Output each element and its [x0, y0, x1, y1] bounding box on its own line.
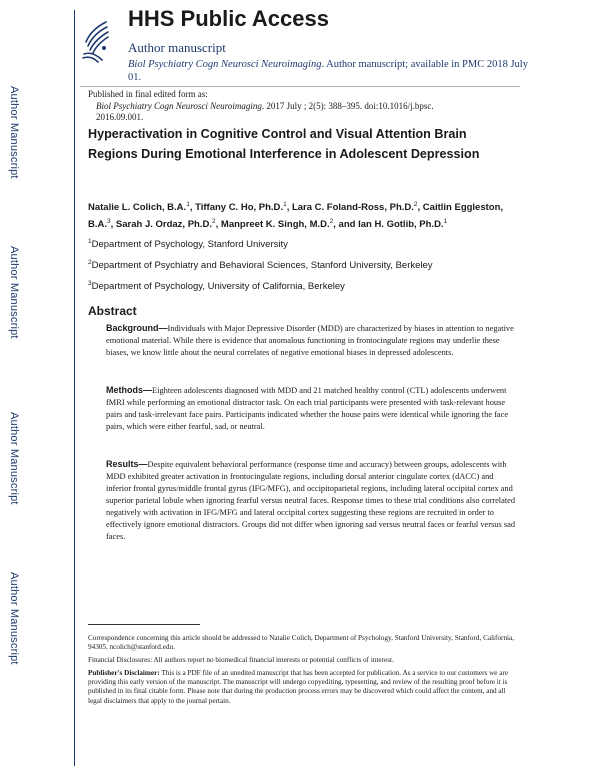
author-name: , Tiffany C. Ho, Ph.D.	[189, 202, 284, 214]
affiliation-text: Department of Psychology, University of California, Berkeley	[91, 281, 345, 293]
side-label-3: Author Manuscript	[8, 411, 20, 505]
margin-rule	[74, 10, 75, 766]
abstract-methods	[106, 384, 518, 433]
author-name: , and Ian H. Gotlib, Ph.D.	[333, 219, 444, 231]
author-name: , Lara C. Foland-Ross, Ph.D.	[286, 202, 414, 214]
author-affil-sup: 1	[443, 218, 448, 226]
author-affil-sup: 2	[413, 201, 418, 208]
disclaimer-label: Publisher's Disclaimer:	[88, 669, 160, 677]
financial-disclosures: Financial Disclosures: All authors report no biomedical financial interests or potential conflicts of interest.	[88, 656, 394, 664]
disclaimer-text: This is a PDF file of an unedited manuscript that has been accepted for publication. As a service to our customers we are providing this early version of the manuscript. The manuscript will undergo copyediting, typesetting, and review of the resulting proof before it is published in its final citable form. Please note that during the production process errors may be discovered which could affect the content, and all legal disclaimers that apply to the journal pertain.	[88, 669, 509, 705]
section-text: Despite equivalent behavioral performance (response time and accuracy) between groups, adolescents with MDD exhibited greater activation in frontocingulate regions, including dorsal anterior cingulate cortex (dACC) and inferior frontal gyrus/middle frontal gyrus (IFG/MFG), and occipitoparietal regions, including lateral occipital cortex and superior parietal lobule when ignoring fearful versus neutral faces. Response times to these trial conditions also correlated negatively with activation in IFG/MFG and lateral occipital cortex suggesting these regions are recruited in order to effectively ignore emotional distractors. Groups did not differ when ignoring sad versus neutral faces or fearful versus sad faces.	[106, 460, 516, 541]
side-label-4: Author Manuscript	[8, 571, 20, 665]
author-name: Natalie L. Colich, B.A.	[88, 202, 187, 214]
hhs-eagle-logo-icon	[80, 18, 110, 64]
publisher-disclaimer	[88, 669, 518, 706]
author-list	[88, 198, 518, 232]
affiliation-1	[88, 238, 518, 250]
section-text: Eighteen adolescents diagnosed with MDD and 21 matched healthy control (CTL) adolescents underwent fMRI while performing an emotional distractor task. On each trial participants were presented with task-relevant house pairs and task-irrelevant face pairs. Participants indicated whether the house pairs were identical while ignoring the face pairs, which were either fearful, sad, or neutral.	[106, 386, 509, 431]
section-label: Methods—	[106, 385, 152, 395]
correspondence-note: Correspondence concerning this article should be addressed to Natalie Colich, Department of Psychology, Stanford University, Stanford, California, 94305. ncolich@stanford.edu.	[88, 634, 515, 652]
affiliation-text: Department of Psychiatry and Behavioral Sciences, Stanford University, Berkeley	[91, 260, 433, 272]
section-label: Results—	[106, 459, 148, 469]
affiliation-sup: 2	[88, 259, 92, 266]
abstract-results	[106, 458, 518, 543]
footnote-rule	[88, 624, 200, 625]
author-name: , Sarah J. Ordaz, Ph.D.	[110, 219, 212, 231]
affiliation-sup: 1	[88, 238, 92, 245]
side-label-2: Author Manuscript	[8, 245, 20, 339]
author-affil-sup: 1	[283, 201, 287, 208]
citation-doi-end: 2016.09.001.	[96, 112, 144, 122]
article-title: Hyperactivation in Cognitive Control and Visual Attention Brain Regions During Emotional Interference in Adolescent Depression	[88, 127, 480, 161]
citation	[88, 101, 520, 113]
header-subtitle: Author manuscript	[128, 40, 226, 55]
author-affil-sup: 1	[186, 201, 190, 208]
citation-details: . 2017 July ; 2(5): 388–395. doi:10.1016/j.bpsc.	[261, 100, 434, 111]
author-name: , Manpreet K. Singh, M.D.	[215, 219, 330, 231]
published-in	[88, 89, 520, 124]
citation-journal: Biol Psychiatry Cogn Neurosci Neuroimaging	[96, 100, 262, 111]
header-journal	[128, 58, 528, 84]
affiliation-2	[88, 259, 518, 271]
availability-note: . Author manuscript; available in PMC 2018 July 01.	[128, 59, 528, 83]
side-label-1: Author Manuscript	[8, 85, 20, 179]
affiliation-3	[88, 280, 518, 292]
affiliation-text: Department of Psychology, Stanford University	[91, 239, 288, 251]
author-affil-sup: 3	[107, 218, 111, 226]
abstract-background	[106, 322, 518, 359]
header-title: HHS Public Access	[128, 6, 329, 31]
journal-name: Biol Psychiatry Cogn Neurosci Neuroimaging	[128, 59, 322, 70]
author-affil-sup: 2	[212, 218, 216, 226]
header-divider	[80, 86, 520, 87]
affiliation-sup: 3	[88, 280, 92, 287]
section-label: Background—	[106, 323, 168, 333]
published-label: Published in final edited form as:	[88, 89, 208, 99]
author-affil-sup: 2	[329, 218, 334, 226]
section-text: Individuals with Major Depressive Disorder (MDD) are characterized by biases in attention to negative emotional material. While there is evidence that anomalous functioning in frontocingulate regions may underlie these biases, we know little about the neural correlates of negative emotional biases in depressed adolescents.	[106, 324, 514, 357]
abstract-heading: Abstract	[88, 304, 137, 318]
author-name: , Caitlin Eggleston, B.A.	[88, 202, 504, 231]
